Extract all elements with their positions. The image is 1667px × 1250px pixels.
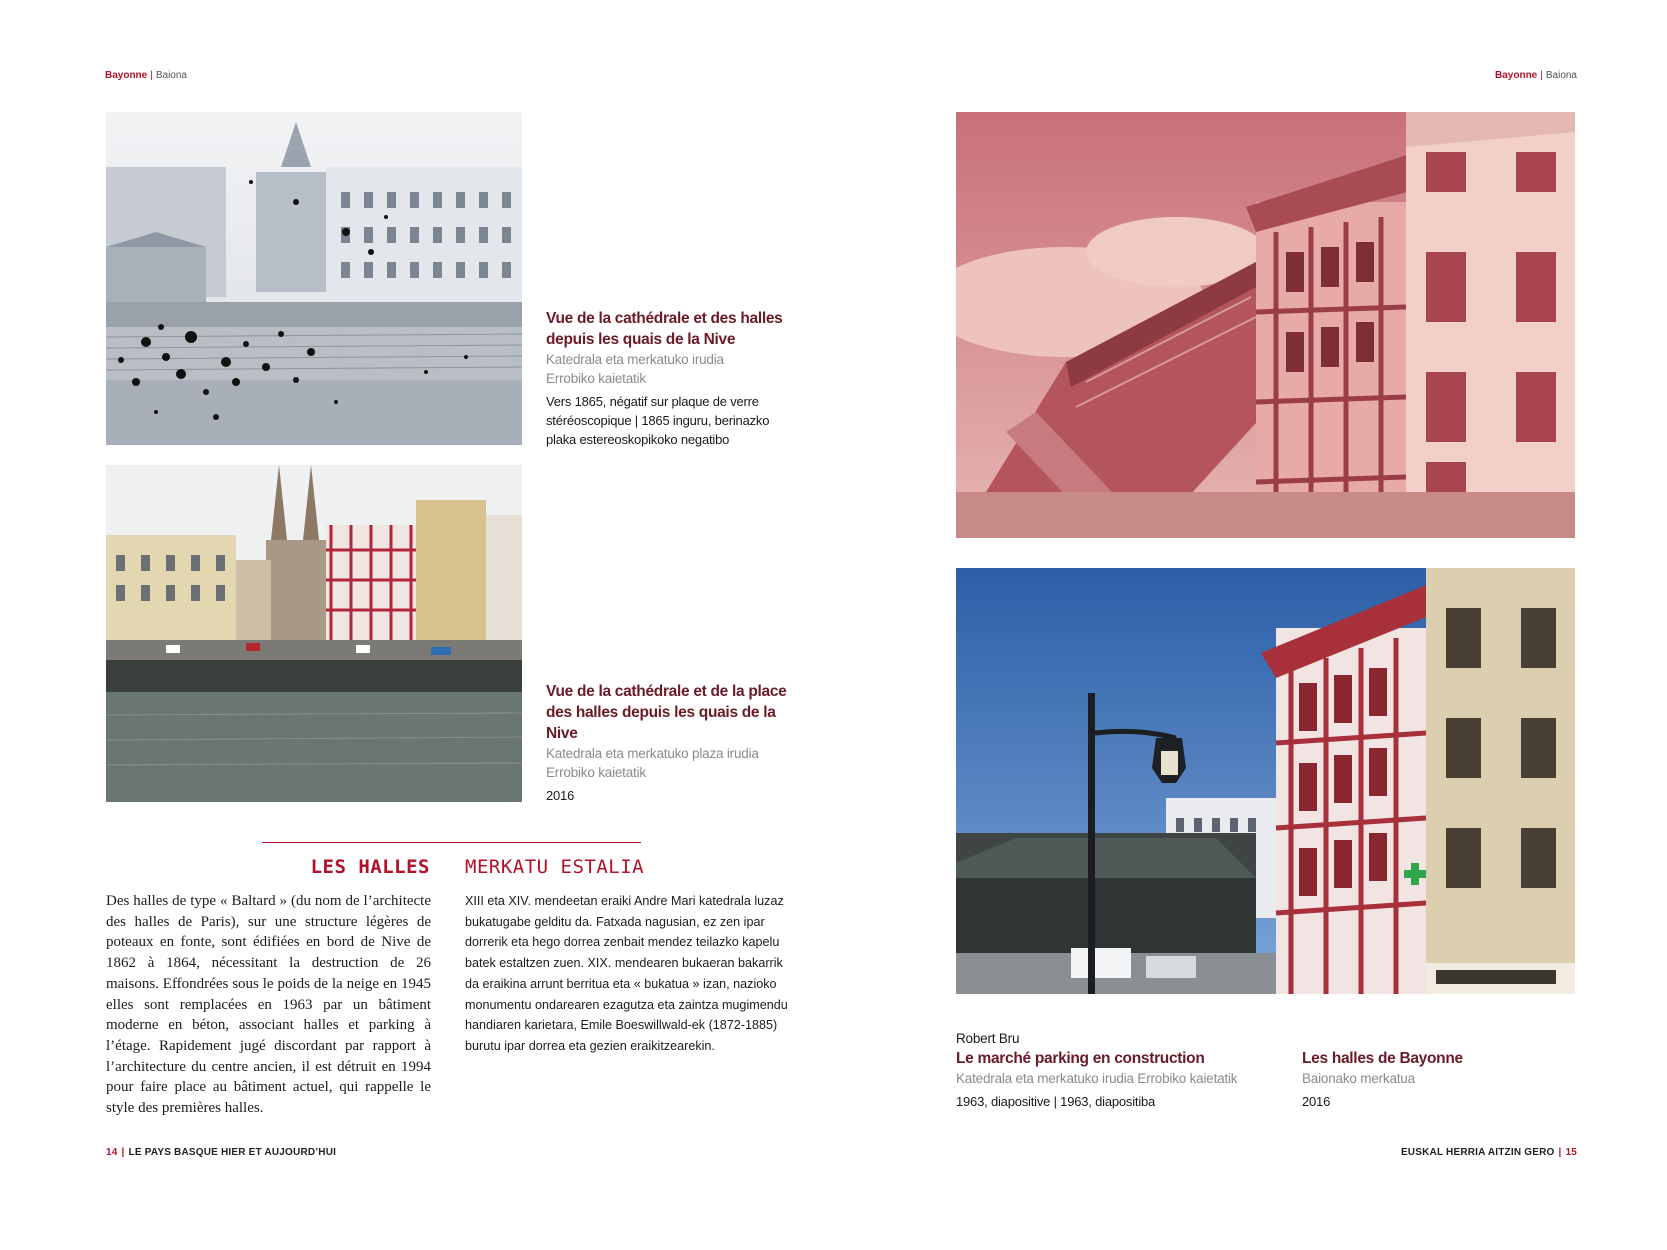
photo-historic-halles-1865 [106,112,522,445]
body-text-eu: XIII eta XIV. mendeetan eraiki Andre Mari katedrala luzaz bukatugabe gelditu da. Fatxada nagusian, ez zen ipar dorrerik eta hego dorrea zenbait mendez teilazko kapelu batek estaltzen zuen. XIX. mendearen bukaeran bakarrik da eraikina arrunt berritua eta « bukatua » izan, nazioko monumentu ondarearen ezagutza eta zaintza mugimendu handiaren karietara, Emile Boeswillwald-ek (1872-1885) burutu ipar dorrea eta gezien eraikitzearekin. [465,894,788,1053]
caption-date-line-3: plaka estereoskopikoko negatibo [546,432,730,447]
caption-title: Vue de la cathédrale et de la place des halles depuis les quais de la Nive [546,683,787,742]
running-head-city: Bayonne [1495,70,1538,81]
book-title: LE PAYS BASQUE HIER ET AUJOURD’HUI [128,1147,337,1158]
running-head-city-basque: Baiona [155,70,187,81]
caption-photo-1 [546,308,796,449]
photo-parking-construction-1963 [956,112,1575,538]
caption-date: 2016 [546,788,575,803]
caption-photo-3 [956,1029,1286,1111]
body-text-fr: Des halles de type « Baltard » (du nom de l’architecte des halles de Paris), sur une structure légères de poteaux en fonte, sont édifiées en bord de Nive de 1862 à 1864, nécessitant la destruction de 26 maisons. Effondrées sous le poids de la neige en 1945 elles sont remplacées en 1963 par un bâtiment moderne en béton, associant halles et parking à l’étage. Rapidement jugé discordant par rapport à l’architecture du centre ancien, il est détruit en 1994 pour faire place au bâtiment actuel, qui rappelle le style des premières halles. [106,893,431,1117]
page-number: 15 [1565,1147,1577,1158]
running-head-city: Bayonne [105,70,148,81]
section-title-fr: LES HALLES [310,856,430,878]
photo-halles-bayonne-2016 [956,568,1575,994]
caption-date-line-2: stéréoscopique | 1865 inguru, berinazko [546,413,770,428]
folio-right: EUSKAL HERRIA AITZIN GERO | 15 [1400,1147,1577,1158]
caption-date: 1963, diapositive | 1963, diapositiba [956,1094,1156,1109]
running-head-right: Bayonne | Baiona [1495,70,1577,81]
caption-title: Les halles de Bayonne [1302,1050,1463,1067]
caption-basque-line-1: Katedrala eta merkatuko irudia [546,352,724,367]
caption-basque: Katedrala eta merkatuko irudia Errobiko kaietatik [956,1071,1238,1086]
caption-basque-line-2: Errobiko kaietatik [546,765,646,780]
caption-credit: Robert Bru [956,1031,1020,1046]
caption-basque-line-2: Errobiko kaietatik [546,371,646,386]
caption-date-line-1: Vers 1865, négatif sur plaque de verre [546,394,759,409]
page-number: 14 [106,1147,118,1158]
caption-title: Vue de la cathédrale et des halles depuis les quais de la Nive [546,310,783,348]
running-head-left: Bayonne | Baiona [105,70,187,81]
caption-photo-2 [546,681,796,805]
caption-photo-4 [1302,1048,1552,1111]
caption-basque: Baionako merkatua [1302,1071,1415,1086]
caption-title: Le marché parking en construction [956,1050,1205,1067]
section-rule [262,842,641,843]
photo-modern-quay-2016 [106,465,522,802]
running-head-city-basque: Baiona [1545,70,1577,81]
book-title: EUSKAL HERRIA AITZIN GERO [1400,1147,1555,1158]
section-title-eu: MERKATU ESTALIA [465,856,645,878]
folio-left: 14 | LE PAYS BASQUE HIER ET AUJOURD’HUI [106,1147,337,1158]
caption-basque-line-1: Katedrala eta merkatuko plaza irudia [546,746,759,761]
caption-date: 2016 [1302,1094,1331,1109]
